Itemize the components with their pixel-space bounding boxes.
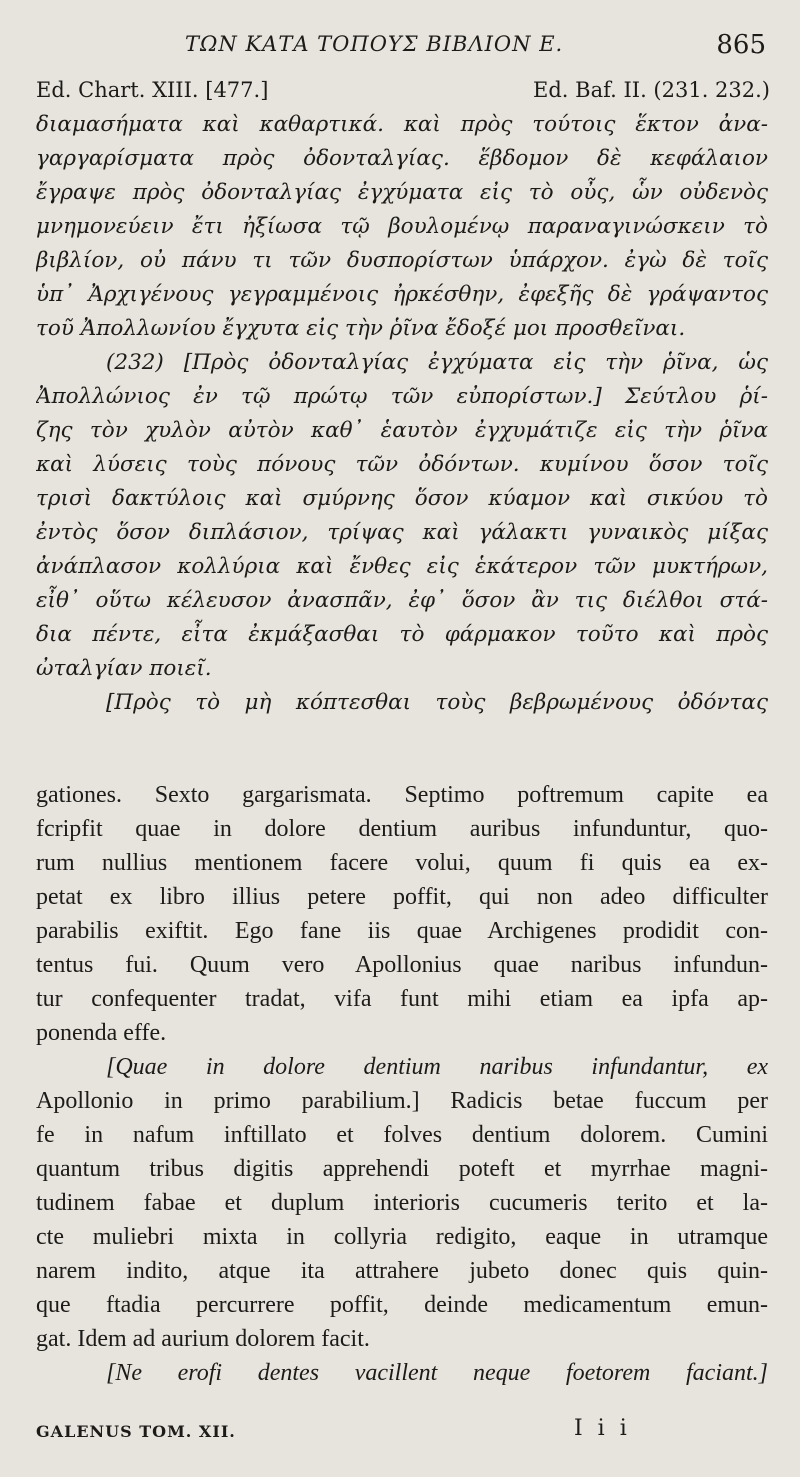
greek-text-block xyxy=(36,108,768,720)
gathering-signature: I i i xyxy=(574,1416,631,1441)
latin-line: que ftadia percurrere poffit, deinde medicamentum emun- xyxy=(36,1292,768,1318)
latin-line: parabilis exiftit. Ego fane iis quae Archigenes prodidit con- xyxy=(36,918,768,944)
latin-line: tudinem fabae et duplum interioris cucumeris terito et la- xyxy=(36,1190,768,1216)
greek-line: τρισὶ δακτύλοις καὶ σμύρνης ὅσον κύαμον καὶ σικύου τὸ xyxy=(36,486,768,511)
greek-line: (232) [Πρὸς ὀδονταλγίας ἐγχύματα εἰς τὴν ῥῖνα, ὡς xyxy=(106,350,768,375)
greek-line: διαμασήματα καὶ καθαρτικά. καὶ πρὸς τούτοις ἕκτον ἀνα- xyxy=(36,112,768,137)
latin-line: gationes. Sexto gargarismata. Septimo poftremum capite ea xyxy=(36,782,768,808)
greek-line: καὶ λύσεις τοὺς πόνους τῶν ὀδόντων. κυμίνου ὅσον τοῖς xyxy=(36,452,768,477)
latin-line: rum nullius mentionem facere volui, quum fi quis ea ex- xyxy=(36,850,768,876)
greek-line: ὑπ᾿ Ἀρχιγένους γεγραμμένοις ἠρκέσθην, ἐφεξῆς δὲ γράψαντος xyxy=(36,282,768,307)
greek-line: ἔγραψε πρὸς ὀδονταλγίας ἐγχύματα εἰς τὸ οὖς, ὧν οὐδενὸς xyxy=(36,180,768,205)
latin-line: narem indito, atque ita attrahere jubeto donec quis quin- xyxy=(36,1258,768,1284)
greek-line: ὠταλγίαν ποιεῖ. xyxy=(36,656,212,681)
latin-line: Apollonio in primo parabilium.] Radicis betae fuccum per xyxy=(36,1088,768,1114)
latin-line: tentus fui. Quum vero Apollonius quae naribus infundun- xyxy=(36,952,768,978)
greek-line: ζης τὸν χυλὸν αὐτὸν καθ᾿ ἑαυτὸν ἐγχυμάτιζε εἰς τὴν ῥῖνα xyxy=(36,418,768,443)
greek-line: ἐντὸς ὅσον διπλάσιον, τρίψας καὶ γάλακτι γυναικὸς μίξας xyxy=(36,520,768,545)
latin-line: quantum tribus digitis apprehendi poteft et myrrhae magni- xyxy=(36,1156,768,1182)
greek-line: γαργαρίσματα πρὸς ὀδονταλγίας. ἕβδομον δὲ κεφάλαιον xyxy=(36,146,768,171)
latin-line: petat ex libro illius petere poffit, qui non adeo difficulter xyxy=(36,884,768,910)
volume-signature: GALENUS TOM. XII. xyxy=(36,1422,236,1441)
greek-line: τοῦ Ἀπολλωνίου ἔγχυτα εἰς τὴν ῥῖνα ἔδοξέ μοι προσθεῖναι. xyxy=(36,316,686,341)
edition-reference-basel: Ed. Baf. II. (231. 232.) xyxy=(533,78,770,102)
latin-line: ponenda effe. xyxy=(36,1020,167,1046)
latin-line: gat. Idem ad aurium dolorem facit. xyxy=(36,1326,370,1352)
greek-line: Ἀπολλώνιος ἐν τῷ πρώτῳ τῶν εὐπορίστων.] Σεύτλου ῥί- xyxy=(36,384,768,409)
greek-line: βιβλίον, οὐ πάνυ τι τῶν δυσπορίστων ὑπάρχον. ἐγὼ δὲ τοῖς xyxy=(36,248,768,273)
running-title: ΤΩΝ ΚΑΤΑ ΤΟΠΟΥΣ ΒΙΒΛΙΟΝ Ε. xyxy=(185,32,564,56)
latin-line: fe in nafum inftillato et folves dentium dolorem. Cumini xyxy=(36,1122,768,1148)
latin-line: [Ne erofi dentes vacillent neque foetorem faciant.] xyxy=(106,1360,768,1386)
greek-line: δια πέντε, εἶτα ἐκμάξασθαι τὸ φάρμακον τοῦτο καὶ πρὸς xyxy=(36,622,768,647)
page-number: 865 xyxy=(716,30,766,60)
greek-line: εἶθ᾿ οὕτω κέλευσον ἀνασπᾶν, ἐφ᾿ ὅσον ἂν τις διέλθοι στά- xyxy=(36,588,768,613)
latin-line: [Quae in dolore dentium naribus infundantur, ex xyxy=(106,1054,768,1080)
latin-text-block xyxy=(36,778,768,1390)
greek-line: μνημονεύειν ἔτι ἠξίωσα τῷ βουλομένῳ παραναγινώσκειν τὸ xyxy=(36,214,768,239)
latin-line: cte muliebri mixta in collyria redigito, eaque in utramque xyxy=(36,1224,768,1250)
latin-line: tur confequenter tradat, vifa funt mihi etiam ea ipfa ap- xyxy=(36,986,768,1012)
greek-line: [Πρὸς τὸ μὴ κόπτεσθαι τοὺς βεβρωμένους ὀδόντας xyxy=(106,690,768,715)
latin-line: fcripfit quae in dolore dentium auribus infunduntur, quo- xyxy=(36,816,768,842)
greek-line: ἀνάπλασον κολλύρια καὶ ἔνθες εἰς ἑκάτερον τῶν μυκτήρων, xyxy=(36,554,768,579)
edition-reference-chart: Ed. Chart. XIII. [477.] xyxy=(36,78,269,102)
